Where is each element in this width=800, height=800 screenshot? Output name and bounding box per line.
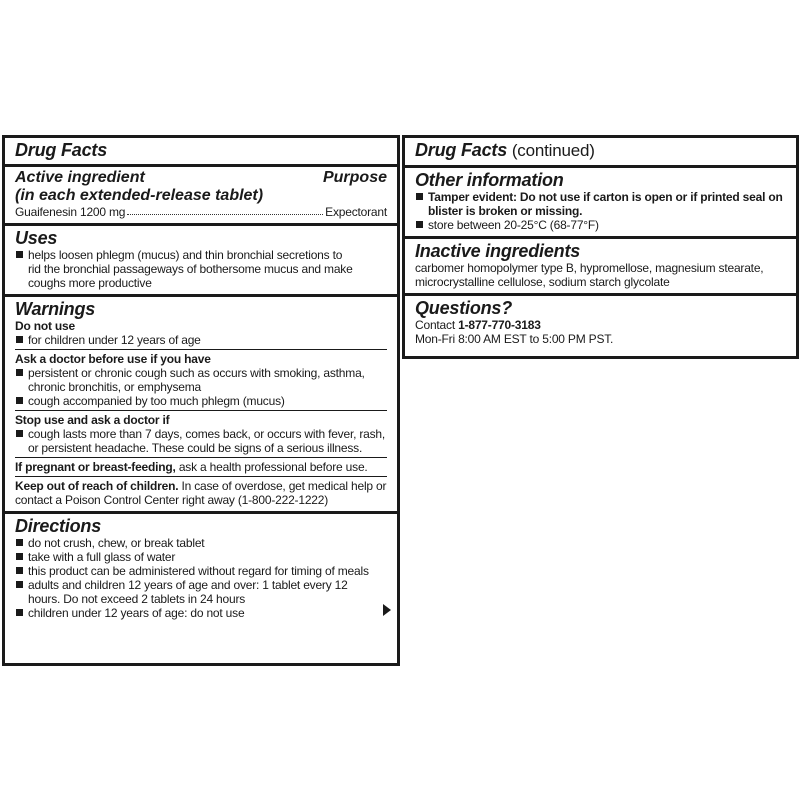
ask-doctor-heading: Ask a doctor before use if you have <box>15 352 211 366</box>
contact-phone: 1-877-770-3183 <box>458 318 541 332</box>
panel-title: Drug Facts <box>15 140 108 160</box>
active-ingredient-subheading: (in each extended-release tablet) <box>15 187 264 204</box>
contact-hours: Mon-Fri 8:00 AM EST to 5:00 PM PST. <box>415 332 614 346</box>
other-information-section <box>405 168 796 239</box>
children-warning-bold: Keep out of reach of children. <box>15 479 179 493</box>
pregnancy-warning <box>15 457 387 474</box>
stop-use-heading: Stop use and ask a doctor if <box>15 413 170 427</box>
contact-label: Contact <box>415 318 459 332</box>
inactive-ingredients-section <box>405 239 796 296</box>
active-ingredient-section <box>5 167 397 226</box>
list-item: take with a full glass of water <box>15 550 387 564</box>
inactive-ingredients-heading: Inactive ingredients <box>415 241 581 261</box>
drug-facts-panel <box>2 135 400 666</box>
list-item: helps loosen phlegm (mucus) and thin bronchial secretions to rid the bronchial passageways of bothersome mucus and make coughs more productive <box>15 248 387 290</box>
drug-facts-continued-panel <box>402 135 799 359</box>
pregnancy-warning-bold: If pregnant or breast-feeding, <box>15 460 176 474</box>
questions-heading: Questions? <box>415 298 513 318</box>
uses-section <box>5 226 397 297</box>
ingredient-name: Guaifenesin 1200 mg <box>15 205 126 219</box>
questions-section <box>405 296 796 350</box>
drug-facts-continued-header <box>405 138 796 168</box>
warnings-heading: Warnings <box>15 299 96 319</box>
list-item: do not crush, chew, or break tablet <box>15 536 387 550</box>
list-item: store between 20-25°C (68-77°F) <box>415 218 786 232</box>
list-item: persistent or chronic cough such as occurs with smoking, asthma, chronic bronchitis, or emphysema <box>15 366 387 394</box>
list-item: adults and children 12 years of age and over: 1 tablet every 12 hours. Do not exceed 2 tablets in 24 hours <box>15 578 387 606</box>
inactive-ingredients-text: carbomer homopolymer type B, hypromellose, magnesium stearate, microcrystalline cellulose, sodium starch glycolate <box>415 261 764 289</box>
list-item: children under 12 years of age: do not use <box>15 606 387 620</box>
continue-arrow-icon <box>383 604 391 616</box>
pregnancy-warning-text: ask a health professional before use. <box>175 460 368 474</box>
panel-title: Drug Facts <box>415 140 508 160</box>
purpose-heading: Purpose <box>322 169 387 186</box>
list-item: cough accompanied by too much phlegm (mucus) <box>15 394 387 408</box>
warnings-section <box>5 297 397 514</box>
uses-heading: Uses <box>15 228 58 248</box>
children-warning-text: In case of overdose, get medical help or contact a Poison Control Center right away (1-800-222-1222) <box>15 479 387 507</box>
active-ingredient-heading: Active ingredient <box>15 169 145 186</box>
list-item: cough lasts more than 7 days, comes back, or occurs with fever, rash, or persistent headache. These could be signs of a serious illness. <box>15 427 387 455</box>
dot-leader <box>127 205 323 215</box>
continued-label: (continued) <box>511 141 595 160</box>
do-not-use-heading: Do not use <box>15 319 75 333</box>
list-item: this product can be administered without regard for timing of meals <box>15 564 387 578</box>
directions-section <box>5 514 397 624</box>
list-item: for children under 12 years of age <box>15 333 387 347</box>
drug-facts-header <box>5 138 397 167</box>
other-information-heading: Other information <box>415 170 564 190</box>
list-item: Tamper evident: Do not use if carton is open or if printed seal on blister is broken or missing. <box>415 190 786 218</box>
directions-heading: Directions <box>15 516 102 536</box>
ingredient-purpose: Expectorant <box>325 205 387 219</box>
children-warning <box>15 476 387 507</box>
